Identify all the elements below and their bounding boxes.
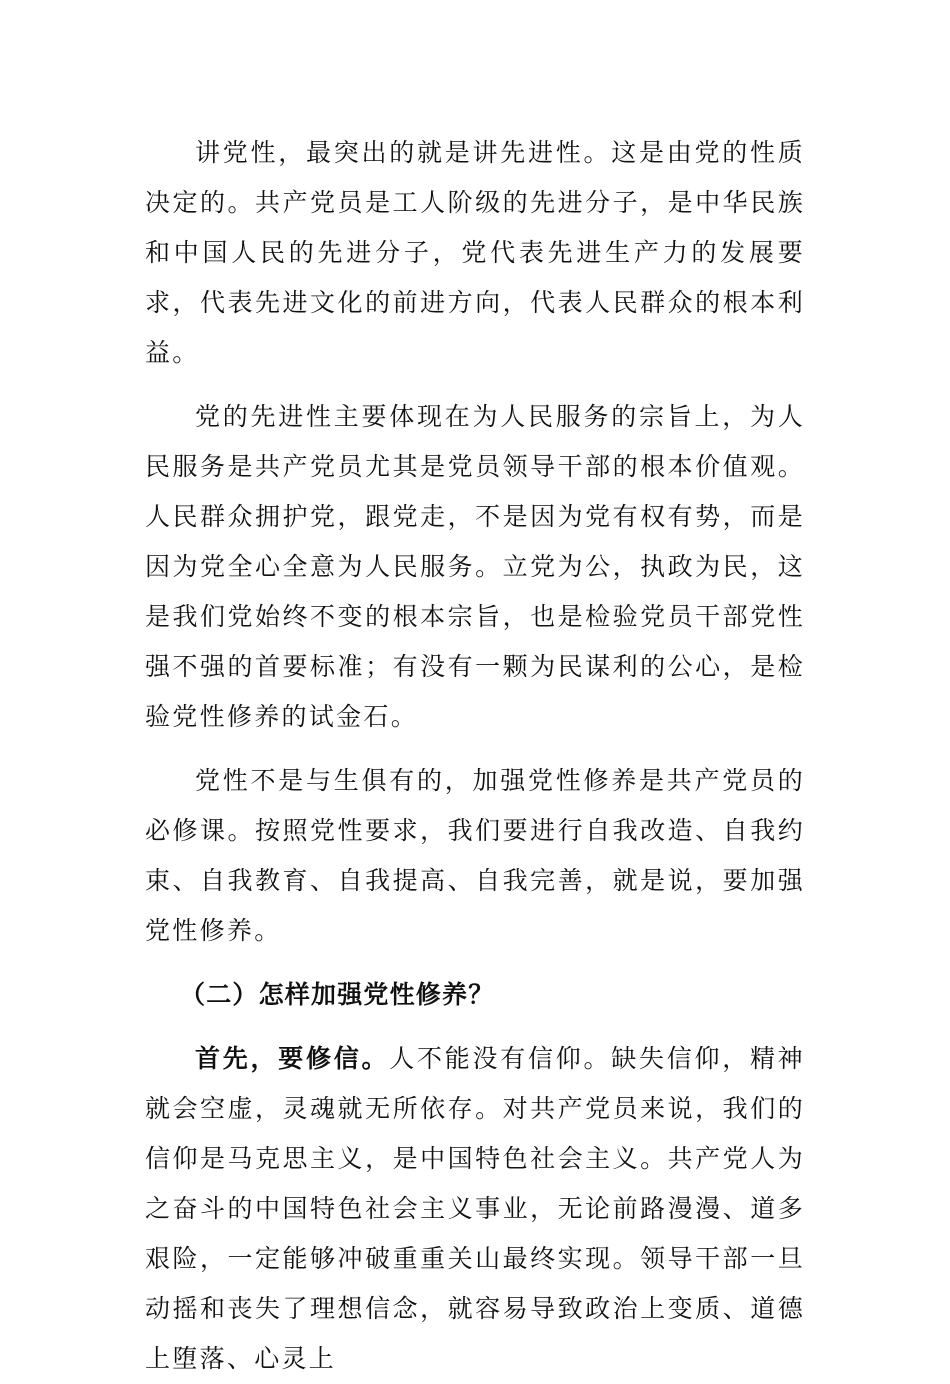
paragraph-4-lead: 首先，要修信。 [195,1044,390,1073]
paragraph-1: 讲党性，最突出的就是讲先进性。这是由党的性质决定的。共产党员是工人阶级的先进分子，是中华民族和中国人民的先进分子，党代表先进生产力的发展要求，代表先进文化的前进方向，代表人民群众的根本利益。 [145,138,805,367]
document-body [145,128,805,1384]
section-heading: （二）怎样加强党性修养？ [180,980,495,1009]
paragraph-3: 党性不是与生俱有的，加强党性修养是共产党员的必修课。按照党性要求，我们要进行自我改造、自我约束、自我教育、自我提高、自我完善，就是说，要加强党性修养。 [145,766,805,945]
paragraph-2: 党的先进性主要体现在为人民服务的宗旨上，为人民服务是共产党员尤其是党员领导干部的根本价值观。人民群众拥护党，跟党走，不是因为党有权有势，而是因为党全心全意为人民服务。立党为公，执政为民，这是我们党始终不变的根本宗旨，也是检验党员干部党性强不强的首要标准；有没有一颗为民谋利的公心，是检验党性修养的试金石。 [145,402,805,731]
paragraph-4 [145,1034,805,1384]
paragraph-4-text: 人不能没有信仰。缺失信仰，精神就会空虚，灵魂就无所依存。对共产党员来说，我们的信仰是马克思主义，是中国特色社会主义。共产党人为之奋斗的中国特色社会主义事业，无论前路漫漫、道多艰险，一定能够冲破重重关山最终实现。领导干部一旦动摇和丧失了理想信念，就容易导致政治上变质、道德上堕落、心灵上 [145,1044,805,1373]
